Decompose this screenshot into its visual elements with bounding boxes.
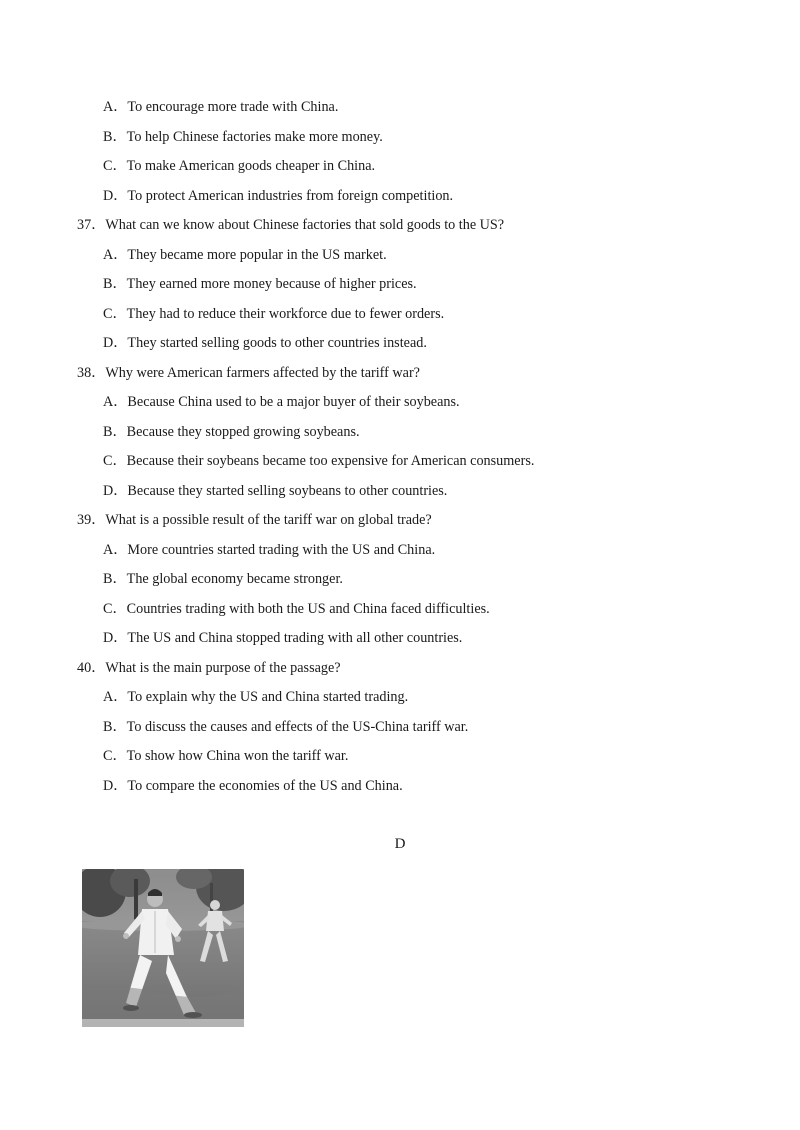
q40-option-c: C．To show how China won the tariff war. [103, 748, 349, 764]
q36-option-a: A．To encourage more trade with China. [103, 99, 339, 115]
q38-stem: 38．Why were American farmers affected by the tariff war? [77, 365, 420, 381]
q37-option-b: B．They earned more money because of higher prices. [103, 276, 417, 292]
q37-stem: 37．What can we know about Chinese factories that sold goods to the US? [77, 217, 505, 233]
q40-option-a: A．To explain why the US and China started trading. [103, 689, 409, 705]
q38-option-b: B．Because they stopped growing soybeans. [103, 424, 360, 440]
q39-option-d: D．The US and China stopped trading with all other countries. [103, 630, 463, 646]
q40-option-d: D．To compare the economies of the US and China. [103, 778, 403, 794]
q40-stem: 40．What is the main purpose of the passage? [77, 660, 341, 676]
q37-option-a: A．They became more popular in the US market. [103, 247, 387, 263]
q39-option-a: A．More countries started trading with the US and China. [103, 542, 436, 558]
q39-option-b: B．The global economy became stronger. [103, 571, 343, 587]
q37-option-c: C．They had to reduce their workforce due to fewer orders. [103, 306, 445, 322]
section-d-heading: D [394, 836, 406, 852]
q38-option-d: D．Because they started selling soybeans to other countries. [103, 483, 448, 499]
q37-option-d: D．They started selling goods to other countries instead. [103, 335, 427, 351]
q36-option-c: C．To make American goods cheaper in China. [103, 158, 376, 174]
q39-option-c: C．Countries trading with both the US and China faced difficulties. [103, 601, 490, 617]
q39-stem: 39．What is a possible result of the tariff war on global trade? [77, 512, 432, 528]
q40-option-b: B．To discuss the causes and effects of the US-China tariff war. [103, 719, 469, 735]
q36-option-b: B．To help Chinese factories make more money. [103, 129, 383, 145]
q38-option-a: A．Because China used to be a major buyer of their soybeans. [103, 394, 460, 410]
q36-option-d: D．To protect American industries from foreign competition. [103, 188, 454, 204]
tai-chi-photo [82, 869, 244, 1027]
q38-option-c: C．Because their soybeans became too expensive for American consumers. [103, 453, 535, 469]
